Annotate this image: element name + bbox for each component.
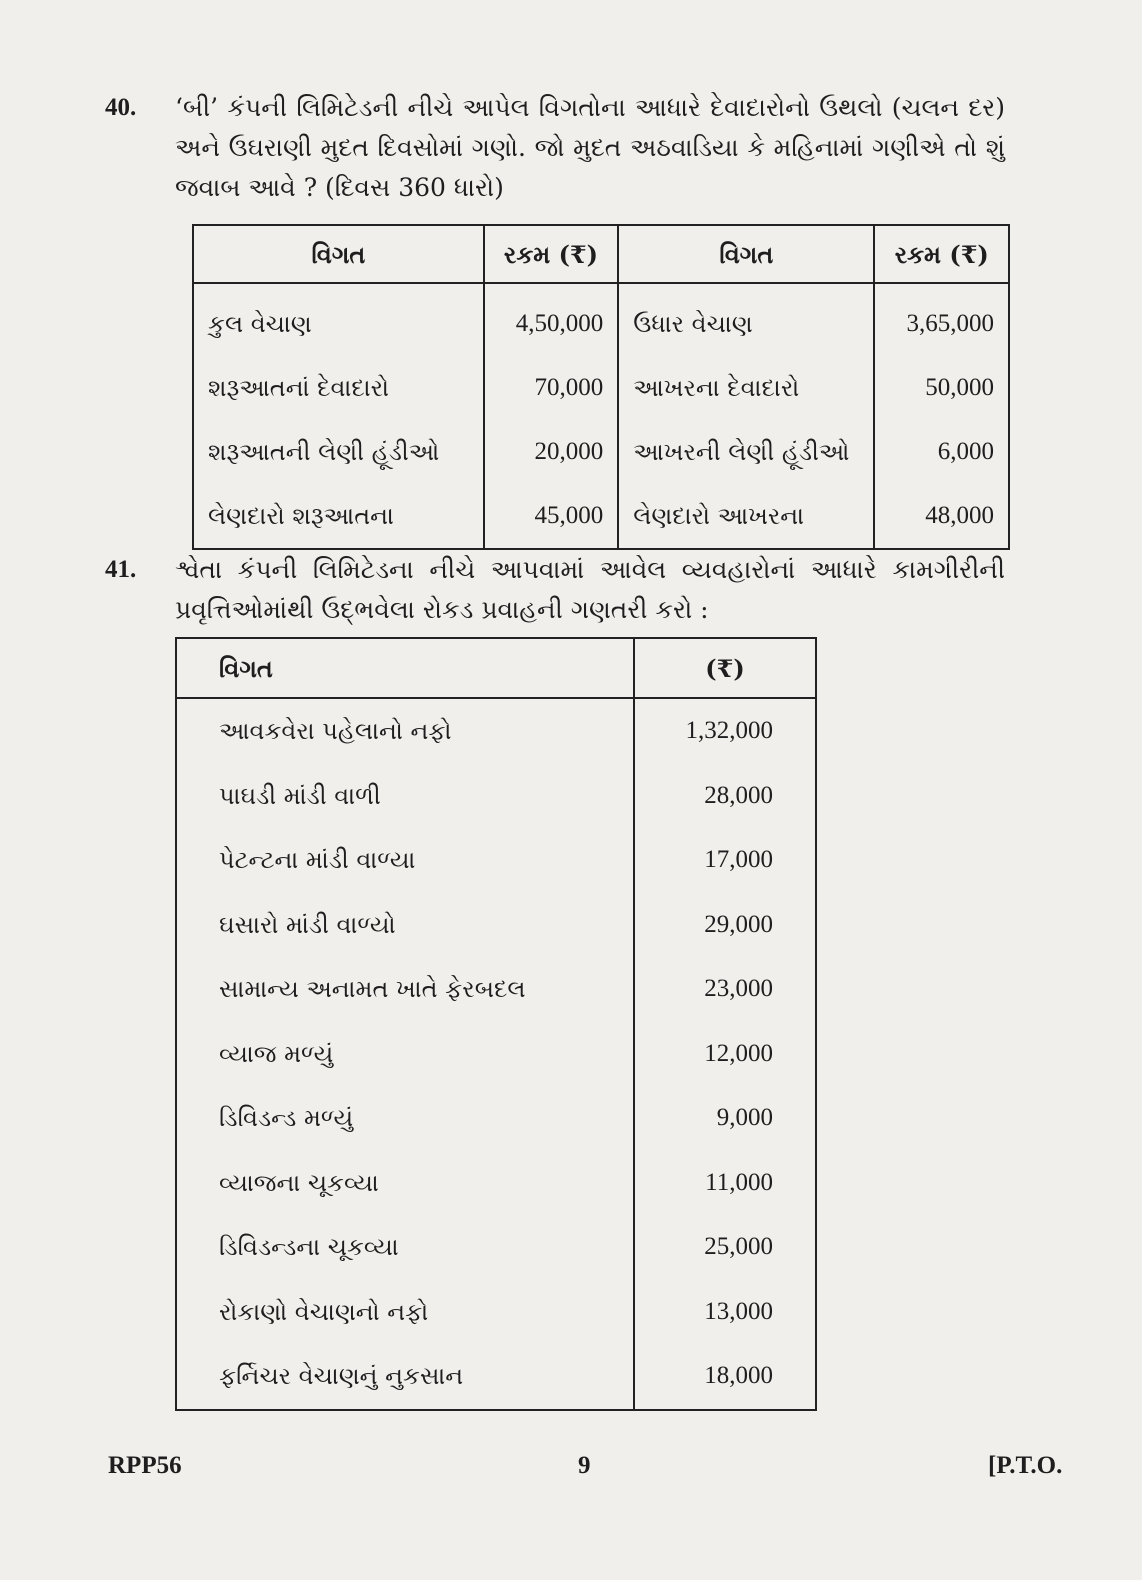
table-cell: 13,000	[634, 1280, 816, 1345]
table-cell: ફર્નિચર વેચાણનું નુકસાન	[176, 1344, 634, 1410]
table-row	[176, 1151, 816, 1216]
table-row	[176, 1344, 816, 1410]
question-text: ‘બી’ કંપની લિમિટેડની નીચે આપેલ વિગતોના આધારે દેવાદારોનો ઉથલો (ચલન દર) અને ઉઘરાણી મુદત દિવસોમાં ગણો. જો મુદત અઠવાડિયા કે મહિનામાં ગણીએ તો શું જવાબ આવે ? (દિવસ 360 ધારો)	[175, 93, 1005, 202]
table-cell: 70,000	[484, 356, 619, 420]
question-number: 40.	[105, 94, 137, 121]
table-row	[193, 356, 1009, 420]
table-cell: 1,32,000	[634, 698, 816, 764]
table-cell: ડિવિડન્ડ મળ્યું	[176, 1086, 634, 1151]
table-cell: 6,000	[874, 420, 1009, 484]
table-row	[176, 1280, 816, 1345]
column-header: વિગત	[618, 225, 874, 283]
table-cell: 45,000	[484, 484, 619, 549]
table-cell: 28,000	[634, 764, 816, 829]
table-cell: પાઘડી માંડી વાળી	[176, 764, 634, 829]
table-cell: લેણદારો આખરના	[618, 484, 874, 549]
table-cell: રોકાણો વેચાણનો નફો	[176, 1280, 634, 1345]
table-cell: 20,000	[484, 420, 619, 484]
table-cell: 12,000	[634, 1022, 816, 1087]
table-cell: 4,50,000	[484, 283, 619, 356]
page-number: 9	[578, 1452, 591, 1479]
column-header: રકમ (₹)	[874, 225, 1009, 283]
question-text: શ્વેતા કંપની લિમિટેડના નીચે આપવામાં આવેલ વ્યવહારોનાં આધારે કામગીરીની પ્રવૃત્તિઓમાંથી ઉદ્ભવેલા રોકડ પ્રવાહની ગણતરી કરો :	[175, 555, 1005, 624]
table-cell: સામાન્ય અનામત ખાતે ફેરબદલ	[176, 957, 634, 1022]
table-cell: વ્યાજના ચૂકવ્યા	[176, 1151, 634, 1216]
table-cell: આખરની લેણી હૂંડીઓ	[618, 420, 874, 484]
table-cell: કુલ વેચાણ	[193, 283, 484, 356]
table-cell: 25,000	[634, 1215, 816, 1280]
table-cell: આખરના દેવાદારો	[618, 356, 874, 420]
paper-code: RPP56	[108, 1452, 182, 1479]
table-row	[176, 1086, 816, 1151]
table-row	[176, 764, 816, 829]
question-40	[105, 88, 1005, 213]
table-cell: લેણદારો શરૂઆતના	[193, 484, 484, 549]
table-cell: ડિવિડન્ડના ચૂકવ્યા	[176, 1215, 634, 1280]
table-row	[176, 698, 816, 764]
table-cell: 23,000	[634, 957, 816, 1022]
column-header: વિગત	[193, 225, 484, 283]
table-cell: 50,000	[874, 356, 1009, 420]
table-cell: 3,65,000	[874, 283, 1009, 356]
please-turn-over: [P.T.O.	[988, 1452, 1063, 1479]
column-header: રકમ (₹)	[484, 225, 619, 283]
cash-flow-data-table	[175, 637, 817, 1411]
table-cell: શરૂઆતની લેણી હૂંડીઓ	[193, 420, 484, 484]
debtors-data-table	[192, 224, 1010, 550]
table-cell: ઉધાર વેચાણ	[618, 283, 874, 356]
table-header-row	[193, 225, 1009, 283]
table-row	[176, 957, 816, 1022]
table-cell: 11,000	[634, 1151, 816, 1216]
table-row	[193, 283, 1009, 356]
table-cell: શરૂઆતનાં દેવાદારો	[193, 356, 484, 420]
question-number: 41.	[105, 556, 137, 583]
table-cell: પેટન્ટના માંડી વાળ્યા	[176, 828, 634, 893]
table-cell: ઘસારો માંડી વાળ્યો	[176, 893, 634, 958]
table-cell: 17,000	[634, 828, 816, 893]
table-row	[193, 420, 1009, 484]
column-header: (₹)	[634, 638, 816, 698]
column-header: વિગત	[176, 638, 634, 698]
table-row	[176, 1215, 816, 1280]
question-41	[105, 550, 1005, 635]
table-cell: વ્યાજ મળ્યું	[176, 1022, 634, 1087]
table-cell: આવકવેરા પહેલાનો નફો	[176, 698, 634, 764]
table-row	[193, 484, 1009, 549]
table-cell: 29,000	[634, 893, 816, 958]
table-row	[176, 893, 816, 958]
table-cell: 18,000	[634, 1344, 816, 1410]
table-cell: 9,000	[634, 1086, 816, 1151]
table-row	[176, 1022, 816, 1087]
table-header-row	[176, 638, 816, 698]
table-cell: 48,000	[874, 484, 1009, 549]
table-row	[176, 828, 816, 893]
